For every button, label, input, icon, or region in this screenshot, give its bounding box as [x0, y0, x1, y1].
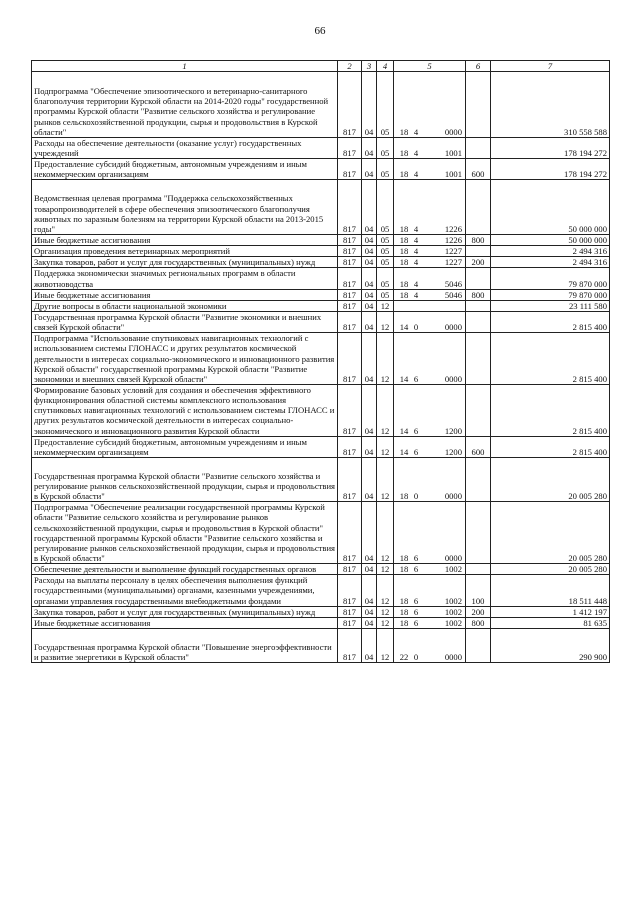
row-ved: 817 — [338, 137, 362, 158]
row-amount: 20 005 280 — [491, 502, 610, 564]
row-target-t1: 14 — [399, 446, 409, 457]
row-name: Организация проведения ветеринарных мероприятий — [32, 246, 338, 257]
row-target — [394, 159, 466, 180]
row-target-t2: 4 — [413, 147, 419, 158]
row-target — [394, 436, 466, 457]
row-vr — [466, 457, 491, 501]
row-target-t2: 6 — [413, 595, 419, 606]
table-row — [32, 311, 610, 332]
row-name: Расходы на обеспечение деятельности (оказание услуг) государственных учреждений — [32, 137, 338, 158]
row-target-t2: 4 — [413, 223, 419, 234]
row-target-t1: 18 — [399, 223, 409, 234]
row-rz: 04 — [362, 384, 377, 436]
budget-table — [31, 60, 610, 663]
row-pr: 12 — [377, 575, 394, 606]
row-rz: 04 — [362, 137, 377, 158]
row-name: Предоставление субсидий бюджетным, автономным учреждениям и иным некоммерческим организациям — [32, 159, 338, 180]
row-pr: 05 — [377, 137, 394, 158]
row-rz: 04 — [362, 72, 377, 138]
row-name: Ведомственная целевая программа "Поддержка сельскохозяйственных товаропроизводителей в сфере обеспечения эпизоотического благополучия животных по заразным болезням на территории Курской области на 2013-2015 годы" — [32, 180, 338, 235]
row-pr: 05 — [377, 159, 394, 180]
table-row — [32, 289, 610, 300]
row-target-t2: 6 — [413, 425, 419, 436]
row-target-t2: 6 — [413, 373, 419, 384]
row-rz: 04 — [362, 617, 377, 628]
row-name: Подпрограмма "Использование спутниковых навигационных технологий с использованием системы ГЛОНАСС и других результатов космической деятельности в интересах социально-экономического и инновационного развития Курской области" государственной программы Курской области "Развитие экономики и внешних связей Курской области" — [32, 333, 338, 385]
row-target — [394, 629, 466, 663]
row-pr: 12 — [377, 384, 394, 436]
row-target-t2: 0 — [413, 491, 419, 502]
row-target — [394, 300, 466, 311]
row-name: Государственная программа Курской области "Повышение энергоэффективности и развитие энергетики в Курской области" — [32, 629, 338, 663]
row-target-t1: 18 — [399, 126, 409, 137]
row-target-t2: 4 — [413, 246, 419, 257]
row-pr: 12 — [377, 606, 394, 617]
table-row — [32, 72, 610, 138]
row-amount: 79 870 000 — [491, 268, 610, 289]
row-ved: 817 — [338, 457, 362, 501]
row-target — [394, 457, 466, 501]
row-ved: 817 — [338, 564, 362, 575]
col-header-ved: 2 — [338, 61, 362, 72]
table-row — [32, 333, 610, 385]
row-ved: 817 — [338, 311, 362, 332]
row-target-t3: 0000 — [444, 553, 462, 564]
row-rz: 04 — [362, 311, 377, 332]
row-ved: 817 — [338, 257, 362, 268]
row-name: Закупка товаров, работ и услуг для государственных (муниципальных) нужд — [32, 606, 338, 617]
row-vr — [466, 180, 491, 235]
row-ved: 817 — [338, 72, 362, 138]
row-target-t1: 14 — [399, 373, 409, 384]
row-ved: 817 — [338, 268, 362, 289]
row-ved: 817 — [338, 246, 362, 257]
row-pr: 12 — [377, 300, 394, 311]
row-vr — [466, 384, 491, 436]
row-target-t1: 18 — [399, 617, 409, 628]
row-target-t3: 1226 — [444, 234, 462, 245]
row-vr: 200 — [466, 606, 491, 617]
row-target-t3: 1227 — [444, 246, 462, 257]
row-pr: 05 — [377, 268, 394, 289]
row-target-t1: 18 — [399, 147, 409, 158]
row-target-t1: 18 — [399, 606, 409, 617]
row-target-t3: 0000 — [444, 491, 462, 502]
row-target-t3: 1001 — [444, 147, 462, 158]
row-target-t1: 18 — [399, 564, 409, 575]
row-target-t3: 0000 — [444, 322, 462, 333]
row-rz: 04 — [362, 457, 377, 501]
row-amount: 23 111 580 — [491, 300, 610, 311]
row-pr: 05 — [377, 246, 394, 257]
row-ved: 817 — [338, 333, 362, 385]
row-target-t3: 1200 — [444, 446, 462, 457]
row-target-t3: 0000 — [444, 652, 462, 663]
row-vr: 800 — [466, 617, 491, 628]
row-target-t3: 0000 — [444, 126, 462, 137]
row-target-t2: 0 — [413, 652, 419, 663]
row-target-t1: 14 — [399, 322, 409, 333]
row-vr: 600 — [466, 159, 491, 180]
row-pr: 12 — [377, 333, 394, 385]
row-name: Иные бюджетные ассигнования — [32, 234, 338, 245]
row-target — [394, 617, 466, 628]
row-target-t3: 1001 — [444, 169, 462, 180]
row-ved: 817 — [338, 617, 362, 628]
row-name: Государственная программа Курской области "Развитие сельского хозяйства и регулирование рынков сельскохозяйственной продукции, сырья и продовольствия в Курской области" — [32, 457, 338, 501]
row-amount: 2 815 400 — [491, 311, 610, 332]
row-rz: 04 — [362, 268, 377, 289]
row-target-t1: 18 — [399, 278, 409, 289]
row-rz: 04 — [362, 257, 377, 268]
row-name: Поддержка экономически значимых региональных программ в области животноводства — [32, 268, 338, 289]
row-rz: 04 — [362, 502, 377, 564]
table-row — [32, 234, 610, 245]
row-target-t2: 6 — [413, 564, 419, 575]
row-amount: 2 494 316 — [491, 246, 610, 257]
row-pr: 12 — [377, 617, 394, 628]
row-rz: 04 — [362, 246, 377, 257]
row-target-t1: 18 — [399, 289, 409, 300]
row-amount: 18 511 448 — [491, 575, 610, 606]
row-pr: 05 — [377, 234, 394, 245]
row-vr — [466, 502, 491, 564]
row-target-t3: 1002 — [444, 595, 462, 606]
row-target-t1: 18 — [399, 234, 409, 245]
row-target-t2: 6 — [413, 617, 419, 628]
row-amount: 1 412 197 — [491, 606, 610, 617]
table-row — [32, 268, 610, 289]
row-target-t2: 6 — [413, 606, 419, 617]
row-ved: 817 — [338, 180, 362, 235]
table-row — [32, 257, 610, 268]
row-pr: 12 — [377, 502, 394, 564]
row-ved: 817 — [338, 300, 362, 311]
row-pr: 12 — [377, 564, 394, 575]
row-vr: 200 — [466, 257, 491, 268]
row-vr: 800 — [466, 289, 491, 300]
row-target-t1: 18 — [399, 553, 409, 564]
table-row — [32, 606, 610, 617]
col-header-amount: 7 — [491, 61, 610, 72]
table-row — [32, 617, 610, 628]
row-name: Другие вопросы в области национальной экономики — [32, 300, 338, 311]
table-row — [32, 502, 610, 564]
row-ved: 817 — [338, 159, 362, 180]
row-vr — [466, 564, 491, 575]
row-target — [394, 137, 466, 158]
row-pr: 05 — [377, 180, 394, 235]
row-target-t1: 18 — [399, 246, 409, 257]
row-pr: 12 — [377, 311, 394, 332]
row-vr: 100 — [466, 575, 491, 606]
row-target-t3: 0000 — [444, 373, 462, 384]
table-row — [32, 384, 610, 436]
row-rz: 04 — [362, 436, 377, 457]
row-target-t3: 1200 — [444, 425, 462, 436]
row-target-t2: 4 — [413, 278, 419, 289]
row-target-t1: 18 — [399, 491, 409, 502]
row-vr — [466, 311, 491, 332]
row-target — [394, 384, 466, 436]
row-ved: 817 — [338, 436, 362, 457]
row-pr: 12 — [377, 457, 394, 501]
row-rz: 04 — [362, 289, 377, 300]
row-amount: 178 194 272 — [491, 159, 610, 180]
row-target-t1: 22 — [399, 652, 409, 663]
row-vr — [466, 72, 491, 138]
row-ved: 817 — [338, 629, 362, 663]
row-target — [394, 72, 466, 138]
row-vr: 600 — [466, 436, 491, 457]
row-rz: 04 — [362, 234, 377, 245]
row-target-t2: 4 — [413, 234, 419, 245]
row-target-t2: 6 — [413, 553, 419, 564]
row-amount: 310 558 588 — [491, 72, 610, 138]
row-target-t3: 1226 — [444, 223, 462, 234]
row-target-t2: 4 — [413, 126, 419, 137]
row-name: Формирование базовых условий для создания и обеспечения эффективного функционирования областной системы комплексного использования спутниковых навигационных технологий с использованием системы ГЛОНАСС и других результатов космической деятельности в интересах социально-экономического и инновационного развития Курской области — [32, 384, 338, 436]
row-name: Иные бюджетные ассигнования — [32, 289, 338, 300]
row-target-t3: 1002 — [444, 564, 462, 575]
header-row — [32, 61, 610, 72]
row-rz: 04 — [362, 180, 377, 235]
row-rz: 04 — [362, 333, 377, 385]
row-target — [394, 246, 466, 257]
row-vr: 800 — [466, 234, 491, 245]
row-rz: 04 — [362, 575, 377, 606]
row-ved: 817 — [338, 606, 362, 617]
table-row — [32, 629, 610, 663]
row-vr — [466, 137, 491, 158]
row-target — [394, 564, 466, 575]
row-amount: 2 815 400 — [491, 436, 610, 457]
row-amount: 81 635 — [491, 617, 610, 628]
row-vr — [466, 300, 491, 311]
row-target-t3: 1002 — [444, 617, 462, 628]
row-amount: 290 900 — [491, 629, 610, 663]
row-ved: 817 — [338, 289, 362, 300]
row-target — [394, 234, 466, 245]
row-target-t1: 14 — [399, 425, 409, 436]
row-target-t2: 4 — [413, 169, 419, 180]
row-target-t3: 5046 — [444, 278, 462, 289]
row-target-t3: 1002 — [444, 606, 462, 617]
row-target-t2: 0 — [413, 322, 419, 333]
row-name: Государственная программа Курской области "Развитие экономики и внешних связей Курской области" — [32, 311, 338, 332]
row-ved: 817 — [338, 384, 362, 436]
row-amount: 20 005 280 — [491, 457, 610, 501]
row-vr — [466, 629, 491, 663]
row-pr: 05 — [377, 72, 394, 138]
row-amount: 2 815 400 — [491, 333, 610, 385]
row-rz: 04 — [362, 159, 377, 180]
col-header-rz: 3 — [362, 61, 377, 72]
col-header-name: 1 — [32, 61, 338, 72]
row-target — [394, 268, 466, 289]
row-amount: 2 494 316 — [491, 257, 610, 268]
row-name: Подпрограмма "Обеспечение эпизоотического и ветеринарно-санитарного благополучия территории Курской области на 2014-2020 годы" государственной программы Курской области "Развитие сельского хозяйства и регулирование рынков сельскохозяйственной продукции, сырья и продовольствия в Курской области" — [32, 72, 338, 138]
row-amount: 178 194 272 — [491, 137, 610, 158]
row-target — [394, 575, 466, 606]
row-target-t1: 18 — [399, 595, 409, 606]
row-rz: 04 — [362, 564, 377, 575]
row-ved: 817 — [338, 234, 362, 245]
row-pr: 05 — [377, 257, 394, 268]
table-row — [32, 137, 610, 158]
row-ved: 817 — [338, 502, 362, 564]
row-target — [394, 606, 466, 617]
page-number: 66 — [314, 25, 326, 37]
col-header-target: 5 — [394, 61, 466, 72]
row-pr: 05 — [377, 289, 394, 300]
table-row — [32, 436, 610, 457]
row-target — [394, 311, 466, 332]
row-target-t3: 1227 — [444, 257, 462, 268]
row-rz: 04 — [362, 629, 377, 663]
row-amount: 2 815 400 — [491, 384, 610, 436]
table-row — [32, 300, 610, 311]
row-target-t2: 4 — [413, 289, 419, 300]
row-target — [394, 180, 466, 235]
row-amount: 50 000 000 — [491, 180, 610, 235]
table-row — [32, 246, 610, 257]
row-vr — [466, 246, 491, 257]
row-target-t1: 18 — [399, 257, 409, 268]
row-target-t1: 18 — [399, 169, 409, 180]
row-ved: 817 — [338, 575, 362, 606]
row-amount: 50 000 000 — [491, 234, 610, 245]
row-target — [394, 502, 466, 564]
row-name: Закупка товаров, работ и услуг для государственных (муниципальных) нужд — [32, 257, 338, 268]
table-row — [32, 457, 610, 501]
row-pr: 12 — [377, 629, 394, 663]
col-header-vr: 6 — [466, 61, 491, 72]
row-amount: 79 870 000 — [491, 289, 610, 300]
table-row — [32, 159, 610, 180]
row-name: Иные бюджетные ассигнования — [32, 617, 338, 628]
row-target-t2: 6 — [413, 446, 419, 457]
row-name: Обеспечение деятельности и выполнение функций государственных органов — [32, 564, 338, 575]
row-vr — [466, 268, 491, 289]
row-pr: 12 — [377, 436, 394, 457]
row-target — [394, 289, 466, 300]
row-name: Предоставление субсидий бюджетным, автономным учреждениям и иным некоммерческим организациям — [32, 436, 338, 457]
row-target-t3: 5046 — [444, 289, 462, 300]
row-target — [394, 333, 466, 385]
row-amount: 20 005 280 — [491, 564, 610, 575]
row-name: Подпрограмма "Обеспечение реализации государственной программы Курской области "Развитие сельского хозяйства и регулирование рынков сельскохозяйственной продукции, сырья и продовольствия в Курской области" государственной программы Курской области "Развитие сельского хозяйства и регулирование рынков сельскохозяйственной продукции, сырья и продовольствия в Курской области" — [32, 502, 338, 564]
row-rz: 04 — [362, 606, 377, 617]
row-target — [394, 257, 466, 268]
table-row — [32, 564, 610, 575]
row-name: Расходы на выплаты персоналу в целях обеспечения выполнения функций государственными (муниципальными) органами, казенными учреждениями, органами управления государственными внебюджетными фондами — [32, 575, 338, 606]
row-vr — [466, 333, 491, 385]
col-header-pr: 4 — [377, 61, 394, 72]
row-target-t2: 4 — [413, 257, 419, 268]
table-row — [32, 575, 610, 606]
table-row — [32, 180, 610, 235]
row-rz: 04 — [362, 300, 377, 311]
